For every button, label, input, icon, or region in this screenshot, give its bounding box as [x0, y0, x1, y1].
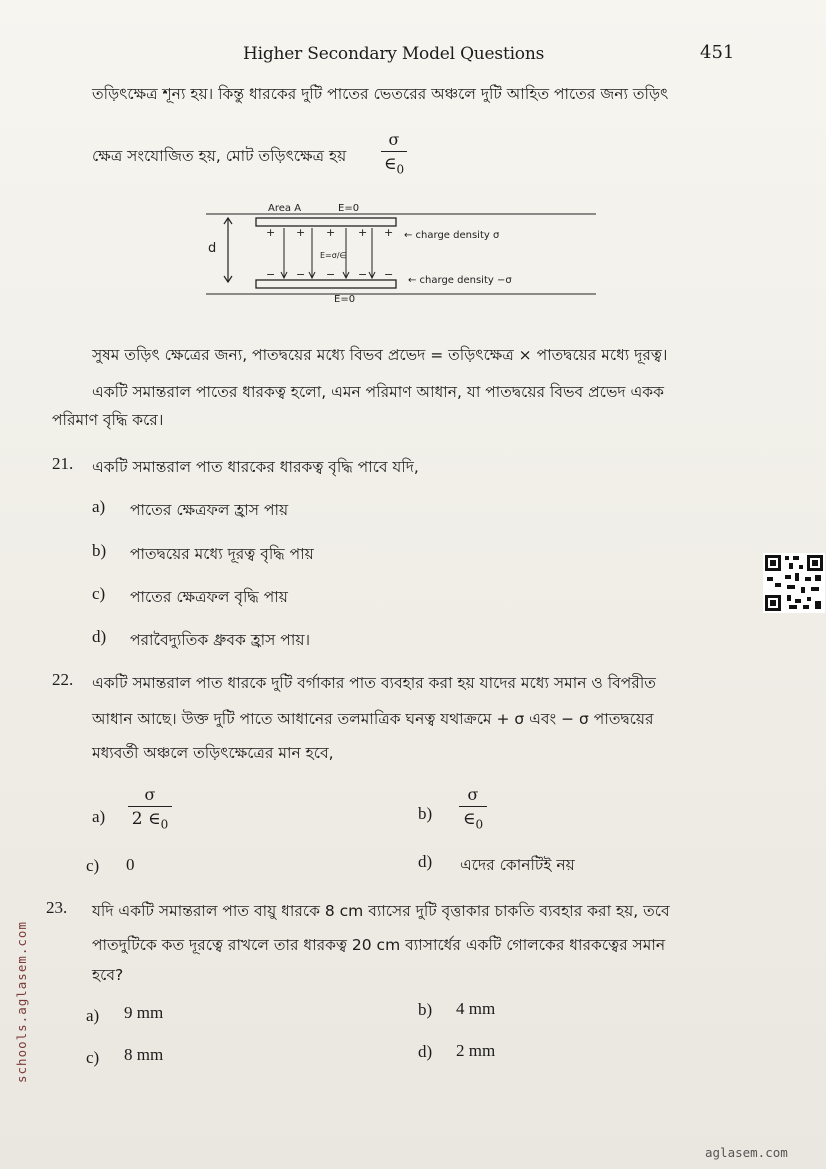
question-number: 22.: [52, 670, 74, 689]
fraction-subscript: 0: [475, 817, 484, 832]
option-label: a): [86, 1006, 100, 1025]
fraction-subscript: 0: [160, 817, 169, 832]
plus-sign: +: [384, 226, 394, 239]
option-text: 9 mm: [124, 1003, 164, 1022]
fraction-denominator: 2 ∈: [131, 809, 161, 829]
option-text: 0: [126, 855, 135, 874]
question-number: 23.: [46, 898, 68, 917]
minus-sign: −: [296, 268, 306, 281]
fraction-bar: [459, 806, 487, 807]
question-text-line-3: মধ্যবর্তী অঞ্চলে তড়িৎক্ষেত্রের মান হবে,: [92, 744, 334, 762]
option-label: d): [92, 627, 107, 646]
minus-sign: −: [384, 268, 394, 281]
question-text-line-1: যদি একটি সমান্তরাল পাত বায়ু ধারকে 8 cm ব্যাসের দুটি বৃত্তাকার চাকতি ব্যবহার করা হয়, তবে: [92, 902, 670, 920]
qr-code-icon[interactable]: [763, 553, 825, 613]
bottom-plate: [256, 280, 396, 288]
fraction-numerator: σ: [467, 785, 479, 804]
inner-field-label: E=σ/∈: [320, 251, 347, 260]
plus-sign: +: [358, 226, 368, 239]
fraction-bar: [381, 151, 407, 152]
fraction-numerator: σ: [144, 785, 156, 804]
question-text-line-1: একটি সমান্তরাল পাত ধারকে দুটি বর্গাকার পাত ব্যবহার করা হয় যাদের মধ্যে সমান ও বিপরীত: [92, 674, 656, 692]
option-label: a): [92, 497, 106, 516]
option-label: d): [418, 852, 433, 871]
paragraph-potential-difference: সুষম তড়িৎ ক্ষেত্রের জন্য, পাতদ্বয়ের মধ্যে বিভব প্রভেদ = তড়িৎক্ষেত্র × পাতদ্বয়ের মধ্যে দূরত্ব।: [92, 346, 668, 364]
option-a-fraction: [128, 785, 172, 831]
option-text: পরাবৈদ্যুতিক ধ্রুবক হ্রাস পায়।: [130, 631, 311, 649]
separation-label: d: [208, 241, 217, 256]
minus-sign: −: [266, 268, 276, 281]
top-plate: [256, 218, 396, 226]
fraction-bar: [128, 806, 172, 807]
option-text: পাতের ক্ষেত্রফল বৃদ্ধি পায়: [130, 588, 288, 606]
option-label: c): [92, 584, 106, 603]
footer-watermark: aglasem.com: [705, 1145, 788, 1160]
plus-sign: +: [326, 226, 336, 239]
option-label: c): [86, 1048, 100, 1067]
option-label: c): [86, 856, 100, 875]
option-label: d): [418, 1042, 433, 1061]
e-top-label: E=0: [338, 203, 360, 214]
fraction-denominator: ∈: [462, 809, 476, 829]
intro-fraction-numerator: σ: [388, 130, 400, 149]
capacitor-diagram: [196, 196, 616, 306]
option-text: এদের কোনটিই নয়: [460, 856, 575, 874]
page-header-title: Higher Secondary Model Questions: [243, 44, 545, 64]
option-label: b): [92, 541, 107, 560]
side-watermark: schools.aglasem.com: [14, 921, 29, 1083]
plus-sign: +: [296, 226, 306, 239]
option-text: 2 mm: [456, 1041, 496, 1060]
option-text: 4 mm: [456, 999, 496, 1018]
minus-sign: −: [358, 268, 368, 281]
page-number: 451: [700, 42, 735, 63]
paragraph-capacitance-line-1: একটি সমান্তরাল পাতের ধারকত্ব হলো, এমন পরিমাণ আধান, যা পাতদ্বয়ের বিভব প্রভেদ একক: [92, 383, 664, 401]
plus-sign: +: [266, 226, 276, 239]
negative-charge-density-label: ← charge density −σ: [408, 275, 512, 286]
option-text: পাতদ্বয়ের মধ্যে দূরত্ব বৃদ্ধি পায়: [130, 545, 314, 563]
e-bottom-label: E=0: [334, 294, 356, 305]
option-label: b): [418, 804, 433, 823]
question-text: একটি সমান্তরাল পাত ধারকের ধারকত্ব বৃদ্ধি পাবে যদি,: [92, 458, 419, 476]
intro-fraction-denominator: ∈: [383, 154, 397, 174]
intro-line-1: তড়িৎক্ষেত্র শূন্য হয়। কিন্তু ধারকের দুটি পাতের ভেতরের অঞ্চলে দুটি আহিত পাতের জন্য তড়িৎ: [92, 85, 669, 103]
question-text-line-2: আধান আছে। উক্ত দুটি পাতে আধানের তলমাত্রিক ঘনত্ব যথাক্রমে + σ এবং − σ পাতদ্বয়ের: [92, 710, 654, 728]
intro-fraction-subscript: 0: [396, 162, 405, 177]
paragraph-capacitance-line-2: পরিমাণ বৃদ্ধি করে।: [52, 411, 164, 429]
positive-charge-density-label: ← charge density σ: [404, 230, 500, 241]
question-text-line-3: হবে?: [92, 966, 124, 984]
intro-line-2: ক্ষেত্র সংযোজিত হয়, মোট তড়িৎক্ষেত্র হয়: [92, 147, 347, 165]
option-label: b): [418, 1000, 433, 1019]
area-label: Area A: [268, 203, 302, 214]
option-b-fraction: [459, 785, 487, 831]
minus-sign: −: [326, 268, 336, 281]
question-number: 21.: [52, 454, 74, 473]
option-label: a): [92, 807, 106, 826]
option-text: 8 mm: [124, 1045, 164, 1064]
option-text: পাতের ক্ষেত্রফল হ্রাস পায়: [130, 501, 289, 519]
question-text-line-2: পাতদুটিকে কত দূরত্বে রাখলে তার ধারকত্ব 20 cm ব্যাসার্ধের একটি গোলকের ধারকত্বের সমান: [92, 936, 666, 954]
intro-fraction: [381, 130, 407, 176]
